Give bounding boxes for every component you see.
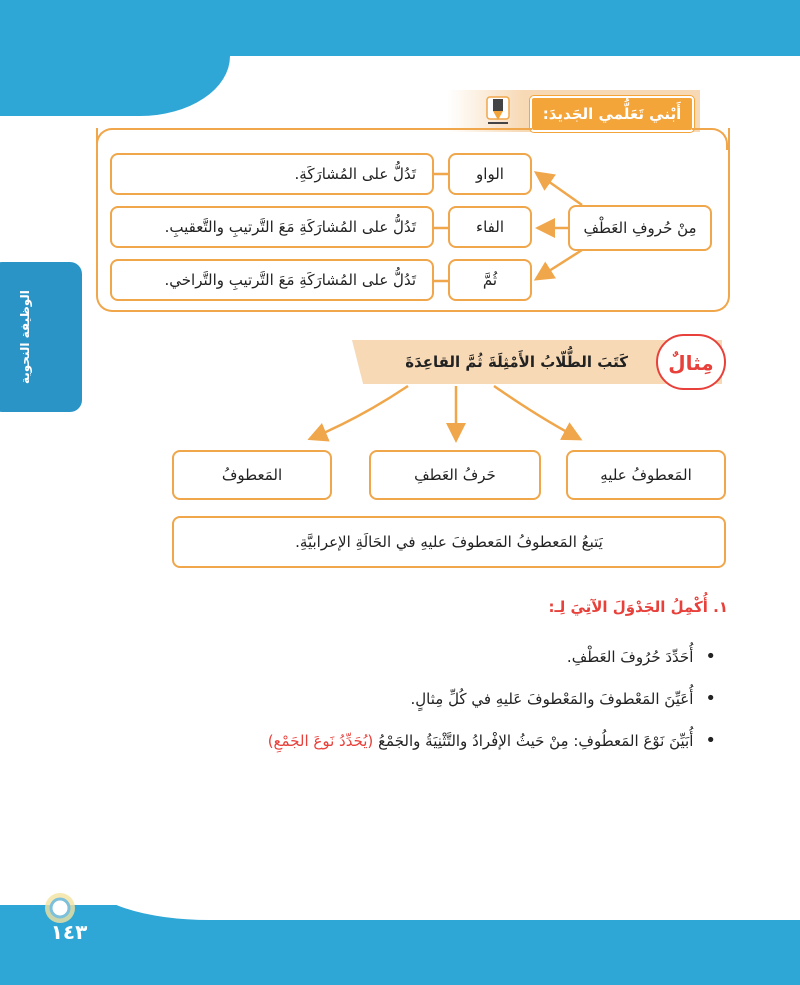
letter-waw: الواو [448,153,532,195]
example-sentence: كَتَبَ الطُّلّابُ الأَمْثِلَةَ ثُمَّ القاعِدَةَ [405,353,628,371]
example-badge: مِثالٌ [656,334,726,390]
arrow-root-to-waw [538,174,582,205]
letter-thumma: ثُمَّ [448,259,532,301]
example-subject: المَعطوفُ عليهِ [566,450,726,500]
page-number: ١٤٣ [50,920,88,944]
meaning-fa: تَدُلُّ على المُشارَكَةِ مَعَ التَّرتيبِ والتَّعقيبِ. [110,206,434,248]
meaning-thumma: تَدُلُّ على المُشارَكَةِ مَعَ التَّرتيبِ والتَّراخي. [110,259,434,301]
side-tab-label: الوظيفة النحوية [18,290,32,384]
example-conjunction: حَرفُ العَطفِ [369,450,541,500]
letter-fa: الفاء [448,206,532,248]
arrow-example-to-subject [494,386,578,438]
exercise-item-1 [567,646,716,672]
example-object: المَعطوفُ [172,450,332,500]
exercise-item-3 [268,730,716,756]
arrow-example-to-object [312,386,408,438]
arrow-root-to-thumma [538,250,582,278]
meaning-waw: تَدُلُّ على المُشارَكَةِ. [110,153,434,195]
exercise-item-text: أُبَيِّنَ نَوْعَ المَعطُوفِ: مِنْ حَيثُ الإفْرادُ والتَّثْنِيَةُ والجَمْعُ [378,732,694,750]
exercise-item-text: أُعَيِّنَ المَعْطوفَ والمَعْطوفَ عَليهِ في كُلِّ مِثالٍ. [410,690,694,708]
exercise-title: ١. أُكْمِلُ الجَدْوَلَ الآتِيَ لِـ: [548,598,728,616]
diagram-root: مِنْ حُروفِ العَطْفِ [568,205,712,251]
exercise-note: (يُحَدِّدُ نَوعَ الجَمْعِ) [267,732,374,750]
exercise-item-2 [411,688,717,714]
section-title: أَبْني تَعَلُّمي الجَديدَ: [530,96,694,132]
rule-box: يَتبعُ المَعطوفُ المَعطوفَ عليهِ في الحَالَةِ الإعرابيَّةِ. [172,516,726,568]
exercise-item-text: أُحَدِّدَ حُرُوفَ العَطْفِ. [566,648,694,666]
